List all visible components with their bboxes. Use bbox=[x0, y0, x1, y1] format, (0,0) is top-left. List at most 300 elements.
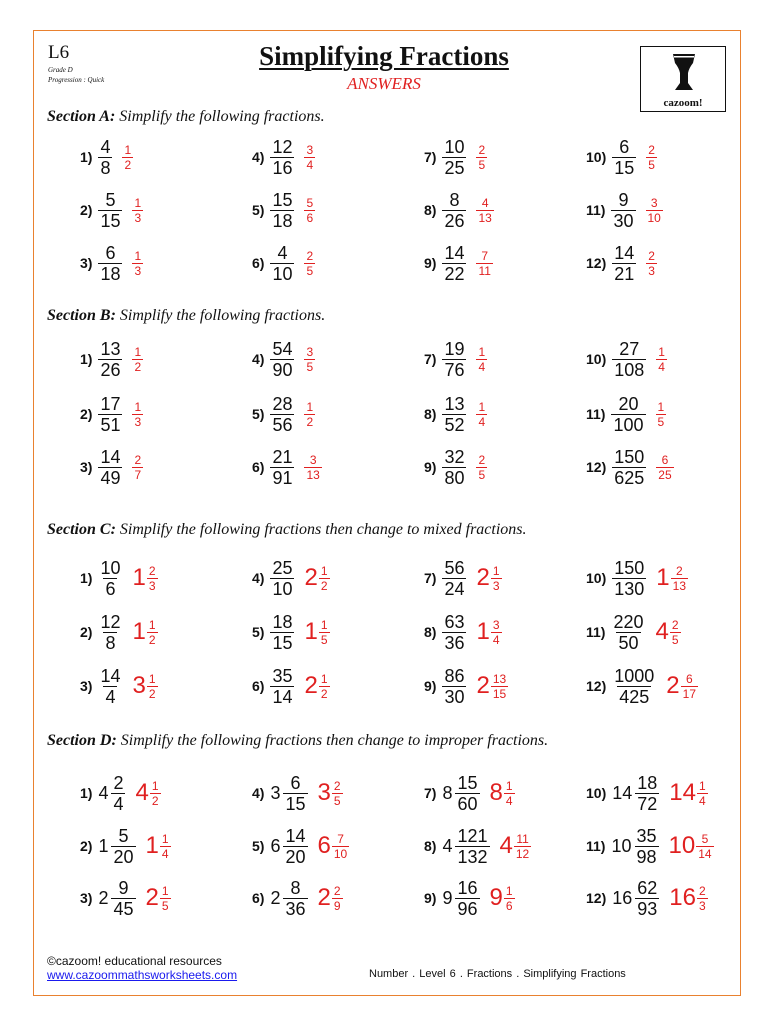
question-number: 11) bbox=[586, 202, 606, 218]
question-item bbox=[252, 336, 315, 382]
answer bbox=[135, 779, 160, 808]
section-instruction: Simplify the following fractions then change to improper fractions. bbox=[120, 732, 549, 749]
numerator: 2 bbox=[675, 563, 683, 578]
answer-whole-number: 2 bbox=[304, 672, 318, 699]
logo-text: cazoom! bbox=[663, 97, 703, 109]
numerator: 11 bbox=[516, 831, 529, 846]
numerator: 1 bbox=[134, 195, 142, 210]
numerator: 10 bbox=[100, 557, 121, 578]
question-fraction bbox=[98, 137, 112, 178]
numerator: 20 bbox=[618, 393, 639, 414]
denominator: 10 bbox=[272, 578, 293, 599]
question-number: 9) bbox=[424, 678, 437, 694]
question-fraction bbox=[442, 243, 466, 284]
denominator: 96 bbox=[457, 898, 478, 919]
denominator: 5 bbox=[306, 263, 314, 278]
question-item bbox=[252, 770, 343, 816]
answer bbox=[490, 884, 515, 913]
denominator: 10 bbox=[272, 263, 293, 284]
question-item bbox=[424, 875, 515, 921]
section-label: Section D: bbox=[47, 732, 117, 749]
answer-fraction bbox=[504, 779, 515, 808]
numerator: 1 bbox=[492, 563, 500, 578]
question-number: 2) bbox=[80, 624, 93, 640]
denominator: 7 bbox=[134, 467, 142, 482]
answer bbox=[132, 196, 143, 225]
question-number: 1) bbox=[80, 149, 93, 165]
denominator: 24 bbox=[444, 578, 465, 599]
question-fraction bbox=[455, 773, 479, 814]
denominator: 52 bbox=[444, 414, 465, 435]
denominator: 4 bbox=[658, 359, 665, 374]
denominator: 4 bbox=[478, 359, 486, 374]
numerator: 10 bbox=[444, 136, 465, 157]
question-fraction bbox=[270, 612, 294, 653]
denominator: 36 bbox=[285, 898, 306, 919]
question-fraction bbox=[270, 137, 294, 178]
numerator: 13 bbox=[492, 671, 507, 686]
numerator: 8 bbox=[290, 877, 301, 898]
numerator: 2 bbox=[648, 248, 655, 263]
question-number: 11) bbox=[586, 406, 606, 422]
drum-icon bbox=[672, 53, 696, 91]
answer bbox=[132, 618, 157, 647]
denominator: 425 bbox=[619, 686, 650, 707]
denominator: 4 bbox=[113, 793, 124, 814]
question-whole-number: 1 bbox=[98, 835, 109, 856]
question-item bbox=[252, 823, 349, 869]
answer-fraction bbox=[671, 564, 688, 593]
denominator: 72 bbox=[637, 793, 658, 814]
question-item bbox=[586, 134, 657, 180]
question-item bbox=[586, 336, 667, 382]
answer-fraction bbox=[304, 345, 315, 374]
question-fraction bbox=[442, 447, 466, 488]
question-fraction bbox=[635, 773, 659, 814]
answer bbox=[669, 884, 707, 913]
question-item bbox=[252, 187, 315, 233]
answer-fraction bbox=[304, 196, 315, 225]
progression-label: Progression : Quick bbox=[48, 76, 105, 84]
numerator: 4 bbox=[100, 136, 111, 157]
section-instruction: Simplify the following fractions then change to mixed fractions. bbox=[119, 521, 527, 538]
question-item bbox=[252, 609, 330, 655]
numerator: 86 bbox=[444, 665, 465, 686]
answer bbox=[646, 249, 657, 278]
numerator: 6 bbox=[661, 452, 669, 467]
numerator: 15 bbox=[272, 189, 293, 210]
numerator: 1 bbox=[148, 671, 156, 686]
question-item bbox=[80, 391, 143, 437]
question-item bbox=[80, 336, 143, 382]
numerator: 1 bbox=[478, 399, 486, 414]
denominator: 6 bbox=[105, 578, 116, 599]
question-item bbox=[252, 134, 315, 180]
denominator: 5 bbox=[306, 359, 314, 374]
section-a-heading bbox=[47, 108, 325, 126]
question-fraction bbox=[612, 558, 646, 599]
question-number: 5) bbox=[252, 202, 265, 218]
numerator: 19 bbox=[444, 338, 465, 359]
answer-fraction bbox=[476, 196, 493, 225]
question-number: 5) bbox=[252, 624, 265, 640]
question-fraction bbox=[111, 878, 135, 919]
numerator: 14 bbox=[285, 825, 306, 846]
numerator: 1 bbox=[505, 883, 513, 898]
question-number: 5) bbox=[252, 838, 265, 854]
section-instruction: Simplify the following fractions. bbox=[119, 108, 325, 125]
denominator: 15 bbox=[614, 157, 635, 178]
answer-fraction bbox=[696, 832, 713, 861]
answer-whole-number: 3 bbox=[317, 779, 331, 806]
numerator: 1 bbox=[320, 617, 328, 632]
denominator: 5 bbox=[478, 157, 486, 172]
question-item bbox=[252, 555, 330, 601]
answer-whole-number: 3 bbox=[132, 672, 146, 699]
answer bbox=[656, 453, 673, 482]
question-item bbox=[586, 823, 714, 869]
answer-whole-number: 1 bbox=[132, 618, 146, 645]
question-fraction bbox=[283, 878, 307, 919]
numerator: 121 bbox=[457, 825, 488, 846]
answer-fraction bbox=[160, 884, 171, 913]
answer-fraction bbox=[319, 618, 330, 647]
question-number: 10) bbox=[586, 570, 607, 586]
question-number: 6) bbox=[252, 459, 265, 475]
question-whole-number: 8 bbox=[442, 782, 453, 803]
question-item bbox=[252, 875, 343, 921]
question-item bbox=[80, 134, 133, 180]
question-fraction bbox=[611, 394, 645, 435]
denominator: 4 bbox=[478, 414, 486, 429]
answer bbox=[656, 564, 688, 593]
question-whole-number: 6 bbox=[270, 835, 281, 856]
denominator: 2 bbox=[320, 578, 328, 593]
denominator: 5 bbox=[333, 793, 341, 808]
answer-fraction bbox=[332, 884, 343, 913]
numerator: 17 bbox=[100, 393, 121, 414]
question-number: 11) bbox=[586, 624, 606, 640]
footer-breadcrumb: Number . Level 6 . Fractions . Simplifying Fractions bbox=[369, 968, 626, 980]
answer bbox=[476, 400, 487, 429]
numerator: 1 bbox=[161, 831, 169, 846]
denominator: 49 bbox=[100, 467, 121, 488]
denominator: 60 bbox=[457, 793, 478, 814]
denominator: 4 bbox=[161, 846, 169, 861]
answer-fraction bbox=[132, 345, 143, 374]
question-fraction bbox=[611, 190, 635, 231]
denominator: 30 bbox=[444, 686, 465, 707]
answer bbox=[476, 249, 492, 278]
question-fraction bbox=[98, 190, 122, 231]
numerator: 14 bbox=[444, 242, 465, 263]
denominator: 14 bbox=[272, 686, 293, 707]
denominator: 625 bbox=[614, 467, 645, 488]
denominator: 26 bbox=[444, 210, 465, 231]
question-whole-number: 4 bbox=[98, 782, 109, 803]
answer bbox=[132, 672, 157, 701]
question-number: 4) bbox=[252, 785, 265, 801]
numerator: 14 bbox=[614, 242, 635, 263]
question-item bbox=[80, 823, 171, 869]
numerator: 2 bbox=[671, 617, 679, 632]
answer-fraction bbox=[304, 249, 315, 278]
numerator: 6 bbox=[685, 671, 693, 686]
question-number: 12) bbox=[586, 678, 607, 694]
question-fraction bbox=[270, 339, 294, 380]
denominator: 36 bbox=[444, 632, 465, 653]
denominator: 90 bbox=[272, 359, 293, 380]
question-number: 6) bbox=[252, 678, 265, 694]
denominator: 56 bbox=[272, 414, 293, 435]
answer bbox=[146, 884, 171, 913]
numerator: 54 bbox=[272, 338, 293, 359]
numerator: 5 bbox=[701, 831, 709, 846]
answer-fraction bbox=[476, 345, 487, 374]
question-item bbox=[80, 555, 158, 601]
answer-fraction bbox=[491, 564, 502, 593]
numerator: 6 bbox=[105, 242, 116, 263]
answer-whole-number: 2 bbox=[317, 884, 331, 911]
numerator: 25 bbox=[272, 557, 293, 578]
numerator: 27 bbox=[619, 338, 640, 359]
question-number: 8) bbox=[424, 838, 437, 854]
section-c-heading bbox=[47, 521, 527, 539]
question-whole-number: 2 bbox=[270, 887, 281, 908]
question-fraction bbox=[612, 243, 636, 284]
answer-fraction bbox=[697, 779, 708, 808]
answer bbox=[669, 779, 707, 808]
question-fraction bbox=[635, 826, 659, 867]
question-item bbox=[424, 555, 502, 601]
answer-fraction bbox=[476, 453, 487, 482]
numerator: 2 bbox=[113, 772, 124, 793]
numerator: 35 bbox=[272, 665, 293, 686]
denominator: 5 bbox=[478, 467, 486, 482]
denominator: 4 bbox=[306, 157, 314, 172]
question-number: 6) bbox=[252, 890, 265, 906]
section-d-heading bbox=[47, 732, 548, 750]
answer bbox=[646, 196, 663, 225]
numerator: 150 bbox=[614, 557, 645, 578]
denominator: 100 bbox=[613, 414, 644, 435]
answer-whole-number: 9 bbox=[489, 884, 503, 911]
question-item bbox=[424, 609, 502, 655]
question-whole-number: 4 bbox=[442, 835, 453, 856]
numerator: 2 bbox=[134, 452, 142, 467]
answer-whole-number: 2 bbox=[145, 884, 159, 911]
numerator: 5 bbox=[118, 825, 129, 846]
denominator: 132 bbox=[457, 846, 488, 867]
question-number: 4) bbox=[252, 351, 265, 367]
denominator: 15 bbox=[100, 210, 121, 231]
denominator: 15 bbox=[492, 686, 507, 701]
answer bbox=[476, 345, 487, 374]
numerator: 56 bbox=[444, 557, 465, 578]
answer bbox=[656, 618, 681, 647]
numerator: 3 bbox=[309, 452, 317, 467]
numerator: 2 bbox=[478, 142, 486, 157]
question-item bbox=[424, 663, 508, 709]
question-number: 10) bbox=[586, 351, 607, 367]
answer-fraction bbox=[132, 400, 143, 429]
answer bbox=[500, 832, 532, 861]
numerator: 2 bbox=[478, 452, 486, 467]
question-number: 9) bbox=[424, 255, 437, 271]
answer-whole-number: 6 bbox=[317, 832, 331, 859]
answer-fraction bbox=[332, 832, 349, 861]
website-link[interactable]: www.cazoommathsworksheets.com bbox=[47, 968, 238, 982]
denominator: 2 bbox=[320, 686, 328, 701]
numerator: 3 bbox=[650, 195, 658, 210]
section-label: Section C: bbox=[47, 521, 116, 538]
numerator: 1 bbox=[161, 883, 169, 898]
answer bbox=[669, 832, 714, 861]
answer-fraction bbox=[514, 832, 531, 861]
question-item bbox=[424, 240, 493, 286]
numerator: 62 bbox=[637, 877, 658, 898]
numerator: 1 bbox=[505, 778, 513, 793]
question-number: 1) bbox=[80, 785, 93, 801]
numerator: 14 bbox=[100, 446, 121, 467]
answer bbox=[304, 400, 315, 429]
question-fraction bbox=[442, 190, 466, 231]
question-fraction bbox=[111, 773, 125, 814]
question-item bbox=[586, 770, 708, 816]
question-fraction bbox=[270, 666, 294, 707]
question-item bbox=[424, 823, 531, 869]
answer-fraction bbox=[147, 672, 158, 701]
numerator: 2 bbox=[306, 248, 314, 263]
denominator: 25 bbox=[444, 157, 465, 178]
numerator: 2 bbox=[333, 883, 341, 898]
answer-fraction bbox=[656, 345, 667, 374]
numerator: 2 bbox=[699, 883, 706, 898]
numerator: 1 bbox=[148, 617, 156, 632]
answer-whole-number: 2 bbox=[304, 564, 318, 591]
numerator: 28 bbox=[272, 393, 293, 414]
question-number: 7) bbox=[424, 351, 437, 367]
denominator: 12 bbox=[515, 846, 530, 861]
numerator: 5 bbox=[105, 189, 116, 210]
numerator: 15 bbox=[457, 772, 478, 793]
denominator: 10 bbox=[647, 210, 661, 225]
question-number: 3) bbox=[80, 678, 93, 694]
answer-fraction bbox=[332, 779, 343, 808]
question-number: 2) bbox=[80, 838, 93, 854]
answer bbox=[476, 564, 501, 593]
footer-left bbox=[47, 954, 237, 982]
question-fraction bbox=[98, 666, 122, 707]
question-number: 12) bbox=[586, 255, 607, 271]
numerator: 150 bbox=[614, 446, 645, 467]
answer bbox=[132, 564, 157, 593]
question-fraction bbox=[98, 612, 122, 653]
question-item bbox=[586, 444, 674, 490]
numerator: 63 bbox=[444, 611, 465, 632]
answer-fraction bbox=[147, 618, 158, 647]
question-item bbox=[586, 663, 698, 709]
question-item bbox=[586, 240, 657, 286]
numerator: 3 bbox=[306, 344, 314, 359]
denominator: 15 bbox=[272, 632, 293, 653]
answer bbox=[318, 832, 350, 861]
numerator: 5 bbox=[306, 195, 314, 210]
answer-fraction bbox=[656, 400, 667, 429]
denominator: 4 bbox=[105, 686, 116, 707]
answer-fraction bbox=[491, 618, 502, 647]
question-fraction bbox=[612, 339, 646, 380]
question-number: 7) bbox=[424, 149, 437, 165]
denominator: 14 bbox=[698, 846, 712, 861]
answer bbox=[304, 564, 329, 593]
question-number: 4) bbox=[252, 570, 265, 586]
numerator: 32 bbox=[444, 446, 465, 467]
answer-fraction bbox=[670, 618, 681, 647]
question-fraction bbox=[442, 394, 466, 435]
question-number: 12) bbox=[586, 890, 607, 906]
denominator: 3 bbox=[699, 898, 706, 913]
answer bbox=[146, 832, 171, 861]
denominator: 80 bbox=[444, 467, 465, 488]
numerator: 4 bbox=[481, 195, 489, 210]
question-number: 7) bbox=[424, 785, 437, 801]
question-number: 6) bbox=[252, 255, 265, 271]
grade-label: Grade D bbox=[48, 66, 73, 74]
question-item bbox=[252, 391, 315, 437]
question-number: 9) bbox=[424, 890, 437, 906]
question-number: 8) bbox=[424, 202, 437, 218]
question-number: 12) bbox=[586, 459, 607, 475]
denominator: 3 bbox=[148, 578, 156, 593]
question-item bbox=[424, 391, 487, 437]
question-fraction bbox=[612, 137, 636, 178]
numerator: 35 bbox=[636, 825, 657, 846]
answer-fraction bbox=[646, 196, 663, 225]
numerator: 12 bbox=[100, 611, 121, 632]
question-item bbox=[424, 187, 494, 233]
numerator: 6 bbox=[619, 136, 630, 157]
question-fraction bbox=[442, 612, 466, 653]
answer-fraction bbox=[681, 672, 698, 701]
answer-fraction bbox=[491, 672, 508, 701]
answer-fraction bbox=[132, 196, 143, 225]
answer-whole-number: 1 bbox=[476, 618, 490, 645]
numerator: 1 bbox=[478, 344, 486, 359]
question-fraction bbox=[442, 137, 466, 178]
question-item bbox=[252, 444, 322, 490]
numerator: 9 bbox=[118, 877, 129, 898]
question-number: 5) bbox=[252, 406, 265, 422]
question-fraction bbox=[455, 826, 489, 867]
question-whole-number: 3 bbox=[270, 782, 281, 803]
answer-whole-number: 1 bbox=[145, 832, 159, 859]
answer bbox=[132, 345, 143, 374]
answer bbox=[304, 345, 315, 374]
question-item bbox=[80, 875, 171, 921]
question-number: 9) bbox=[424, 459, 437, 475]
question-whole-number: 9 bbox=[442, 887, 453, 908]
numerator: 1 bbox=[124, 142, 132, 157]
answer-fraction bbox=[150, 779, 161, 808]
denominator: 3 bbox=[492, 578, 500, 593]
question-fraction bbox=[283, 773, 307, 814]
denominator: 8 bbox=[100, 157, 111, 178]
numerator: 2 bbox=[648, 142, 655, 157]
answer-whole-number: 2 bbox=[476, 564, 490, 591]
question-item bbox=[424, 770, 515, 816]
answer bbox=[646, 143, 657, 172]
